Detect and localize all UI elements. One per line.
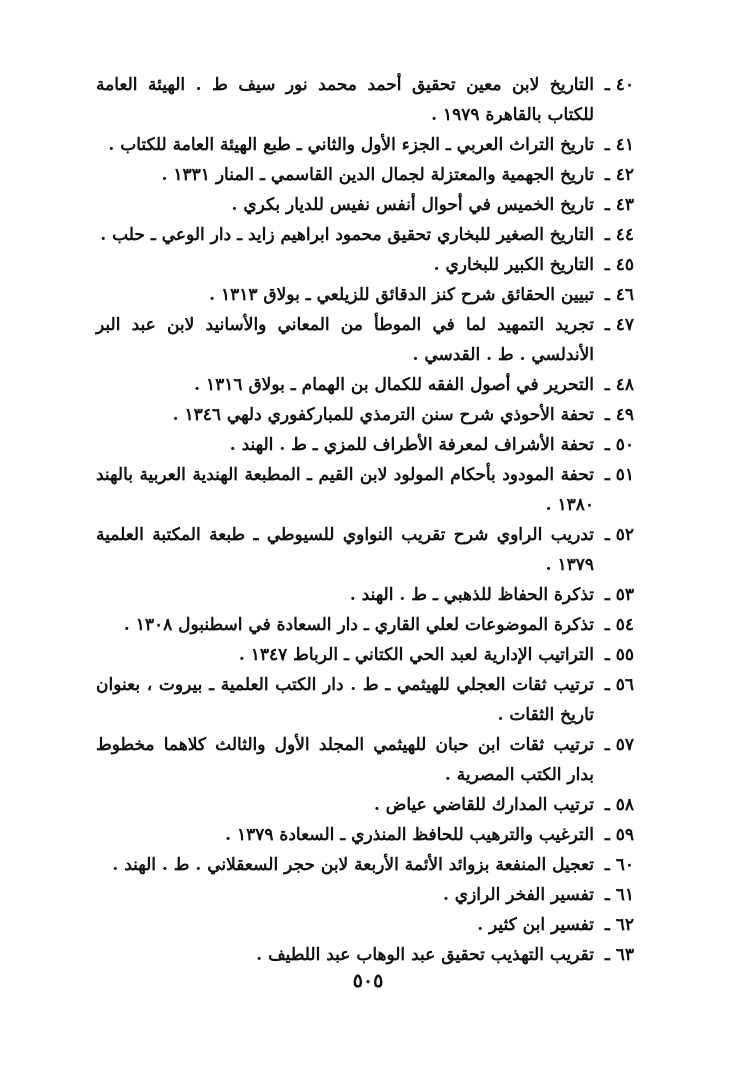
entry-number: ٤٤ ـ: [604, 225, 634, 245]
bibliography-entry: [96, 820, 634, 850]
entry-number: ٥٦ ـ: [604, 675, 634, 695]
bibliography-list: [96, 70, 634, 970]
entry-text: تبيين الحقائق شرح كنز الدقائق للزيلعي ـ بولاق ١٣١٣ .: [209, 285, 594, 305]
entry-number: ٦٠ ـ: [604, 855, 634, 875]
entry-text: ترتيب ثقات ابن حبان للهيثمي المجلد الأول والثالث كلاهما مخطوط بدار الكتب المصرية .: [96, 735, 594, 785]
entry-number: ٤٨ ـ: [604, 375, 634, 395]
entry-text: تفسير الفخر الرازي .: [442, 885, 594, 905]
entry-text: تفسير ابن كثير .: [477, 915, 594, 935]
bibliography-entry: [96, 430, 634, 460]
bibliography-entry: [96, 940, 634, 970]
entry-text: تحفة الأشراف لمعرفة الأطراف للمزي ـ ط . الهند .: [229, 435, 594, 455]
entry-number: ٤٧ ـ: [604, 315, 634, 335]
entry-number: ٦٣ ـ: [604, 945, 634, 965]
entry-text: تحفة المودود بأحكام المولود لابن القيم ـ المطبعة الهندية العربية بالهند ١٣٨٠ .: [96, 465, 594, 515]
bibliography-entry: [96, 190, 634, 220]
bibliography-entry: [96, 850, 634, 880]
bibliography-entry: [96, 910, 634, 940]
entry-text: تذكرة الموضوعات لعلي القاري ـ دار السعادة في اسطنبول ١٣٠٨ .: [123, 615, 594, 635]
entry-text: تعجيل المنفعة بزوائد الأئمة الأربعة لابن حجر السعقلاني . ط . الهند .: [112, 855, 594, 875]
entry-text: التراتيب الإدارية لعبد الحي الكتاني ـ الرباط ١٣٤٧ .: [238, 645, 594, 665]
entry-text: تحفة الأحوذي شرح سنن الترمذي للمباركفوري دلهي ١٣٤٦ .: [172, 405, 594, 425]
bibliography-entry: [96, 670, 634, 730]
entry-number: ٥٢ ـ: [604, 525, 634, 545]
bibliography-entry: [96, 370, 634, 400]
entry-number: ٤١ ـ: [604, 135, 634, 155]
bibliography-entry: [96, 160, 634, 190]
entry-text: تاريخ التراث العربي ـ الجزء الأول والثاني ـ طبع الهيئة العامة للكتاب .: [108, 135, 594, 155]
bibliography-entry: [96, 640, 634, 670]
bibliography-entry: [96, 730, 634, 790]
entry-number: ٥٤ ـ: [604, 615, 634, 635]
bibliography-entry: [96, 790, 634, 820]
entry-text: ترتيب المدارك للقاضي عياض .: [373, 795, 594, 815]
entry-text: الترغيب والترهيب للحافظ المنذري ـ السعادة ١٣٧٩ .: [225, 825, 594, 845]
bibliography-entry: [96, 880, 634, 910]
entry-number: ٤٩ ـ: [604, 405, 634, 425]
entry-number: ٤٣ ـ: [604, 195, 634, 215]
bibliography-entry: [96, 130, 634, 160]
entry-number: ٤٠ ـ: [604, 75, 634, 95]
bibliography-entry: [96, 310, 634, 370]
entry-text: التحرير في أصول الفقه للكمال بن الهمام ـ بولاق ١٣١٦ .: [194, 375, 594, 395]
entry-number: ٥٥ ـ: [604, 645, 634, 665]
entry-number: ٥٩ ـ: [604, 825, 634, 845]
entry-number: ٥١ ـ: [604, 465, 634, 485]
bibliography-entry: [96, 460, 634, 520]
entry-number: ٥٧ ـ: [604, 735, 634, 755]
entry-number: ٤٢ ـ: [604, 165, 634, 185]
bibliography-entry: [96, 220, 634, 250]
bibliography-entry: [96, 70, 634, 130]
entry-text: تاريخ الجهمية والمعتزلة لجمال الدين القاسمي ـ المنار ١٣٣١ .: [161, 165, 594, 185]
entry-number: ٤٦ ـ: [604, 285, 634, 305]
bibliography-entry: [96, 580, 634, 610]
entry-number: ٦٢ ـ: [604, 915, 634, 935]
entry-text: التاريخ الصغير للبخاري تحقيق محمود ابراهيم زايد ـ دار الوعي ـ حلب .: [100, 225, 594, 245]
entry-text: تذكرة الحفاظ للذهبي ـ ط . الهند .: [349, 585, 594, 605]
entry-number: ٥٨ ـ: [604, 795, 634, 815]
entry-text: تقريب التهذيب تحقيق عبد الوهاب عبد اللطيف .: [256, 945, 594, 965]
entry-text: التاريخ الكبير للبخاري .: [433, 255, 594, 275]
entry-text: التاريخ لابن معين تحقيق أحمد محمد نور سيف ط . الهيئة العامة للكتاب بالقاهرة ١٩٧٩ .: [96, 75, 594, 125]
bibliography-entry: [96, 520, 634, 580]
bibliography-entry: [96, 250, 634, 280]
bibliography-entry: [96, 400, 634, 430]
entry-number: ٦١ ـ: [604, 885, 634, 905]
entry-text: ترتيب ثقات العجلي للهيثمي ـ ط . دار الكتب العلمية ـ بيروت ، بعنوان تاريخ الثقات .: [96, 675, 594, 725]
entry-text: تدريب الراوي شرح تقريب النواوي للسيوطي ـ طبعة المكتبة العلمية ١٣٧٩ .: [96, 525, 594, 575]
entry-number: ٥٣ ـ: [604, 585, 634, 605]
bibliography-entry: [96, 280, 634, 310]
entry-text: تاريخ الخميس في أحوال أنفس نفيس للديار بكري .: [231, 195, 594, 215]
entry-number: ٥٠ ـ: [604, 435, 634, 455]
entry-text: تجريد التمهيد لما في الموطأ من المعاني والأسانيد لابن عبد البر الأندلسي . ط . القدسي .: [96, 315, 594, 365]
entry-number: ٤٥ ـ: [604, 255, 634, 275]
page-number: ٥٠٥: [352, 970, 384, 992]
bibliography-entry: [96, 610, 634, 640]
